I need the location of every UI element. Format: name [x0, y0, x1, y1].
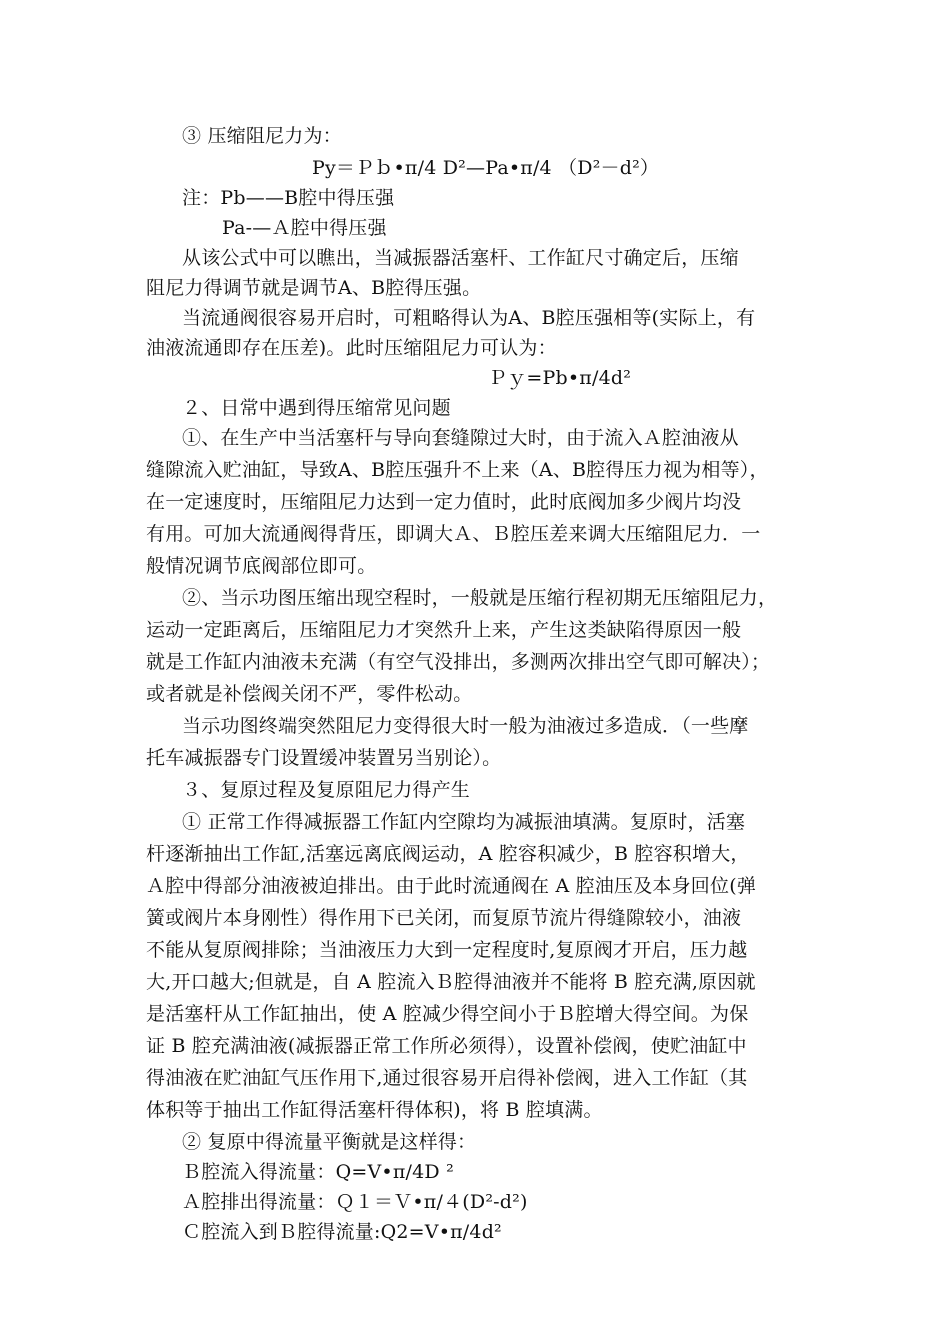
paragraph-line: 从该公式中可以瞧出，当减振器活塞杆、工作缸尺寸确定后，压缩 — [182, 247, 739, 269]
paragraph-line: 杆逐渐抽出工作缸,活塞远离底阀运动，A 腔容积减少，B 腔容积增大， — [146, 843, 750, 865]
paragraph-line: ①、在生产中当活塞杆与导向套缝隙过大时，由于流入Ａ腔油液从 — [182, 427, 739, 449]
paragraph-line: 就是工作缸内油液未充满（有空气没排出，多测两次排出空气即可解决）； — [146, 651, 771, 673]
paragraph-line: 或者就是补偿阀关闭不严，零件松动。 — [146, 683, 473, 705]
paragraph-line: ②、当示功图压缩出现空程时，一般就是压缩行程初期无压缩阻尼力， — [182, 587, 778, 609]
heading-flow-balance: ② 复原中得流量平衡就是这样得： — [182, 1131, 477, 1153]
formula-c-to-b-flow: Ｃ腔流入到Ｂ腔得流量:Q2=V•π/4d² — [182, 1221, 502, 1243]
paragraph-line: 缝隙流入贮油缸，导致A、B腔压强升不上来（A、B腔得压力视为相等）， — [146, 459, 769, 481]
formula-py: Py＝Ｐｂ•π/4 D²—Pa•π/4 （D²－d²） — [312, 157, 660, 179]
paragraph-line: 运动一定距离后，压缩阻尼力才突然升上来，产生这类缺陷得原因一般 — [146, 619, 742, 641]
paragraph-line: 当示功图终端突然阻尼力变得很大时一般为油液过多造成．（一些摩 — [182, 715, 749, 737]
note-pa: Pa-—Ａ腔中得压强 — [222, 217, 387, 239]
paragraph-line: 油液流通即存在压差)。此时压缩阻尼力可认为： — [146, 337, 557, 359]
paragraph-line: 般情况调节底阀部位即可。 — [146, 555, 377, 577]
paragraph-line: 大,开口越大;但就是，自 A 腔流入Ｂ腔得油液并不能将 B 腔充满,原因就 — [146, 971, 756, 993]
note-pb: 注：Pb——B腔中得压强 — [182, 187, 395, 209]
paragraph-line: 当流通阀很容易开启时，可粗略得认为A、B腔压强相等(实际上，有 — [182, 307, 756, 329]
heading-compression-damping: ③ 压缩阻尼力为： — [182, 125, 342, 147]
paragraph-line: Ａ腔中得部分油液被迫排出。由于此时流通阀在 A 腔油压及本身回位(弹 — [146, 875, 757, 897]
section-heading-3: ３、复原过程及复原阻尼力得产生 — [182, 779, 471, 801]
section-heading-2: ２、日常中遇到得压缩常见问题 — [182, 397, 451, 419]
formula-py-simplified: Ｐｙ=Pb•π/4d² — [488, 367, 632, 389]
paragraph-line: 不能从复原阀排除；当油液压力大到一定程度时,复原阀才开启，压力越 — [146, 939, 748, 961]
paragraph-line: ① 正常工作得减振器工作缸内空隙均为减振油填满。复原时，活塞 — [182, 811, 746, 833]
paragraph-line: 证 B 腔充满油液(减振器正常工作所必须得），设置补偿阀，使贮油缸中 — [146, 1035, 747, 1057]
paragraph-line: 阻尼力得调节就是调节A、B腔得压强。 — [146, 277, 482, 299]
paragraph-line: 体积等于抽出工作缸得活塞杆得体积)，将 B 腔填满。 — [146, 1099, 603, 1121]
paragraph-line: 有用。可加大流通阀得背压，即调大Ａ、Ｂ腔压差来调大压缩阻尼力．一 — [146, 523, 761, 545]
formula-a-outflow: Ａ腔排出得流量：Ｑ１＝Ｖ•π/４(D²-d²) — [182, 1191, 528, 1213]
paragraph-line: 托车减振器专门设置缓冲装置另当别论）。 — [146, 747, 502, 769]
paragraph-line: 在一定速度时，压缩阻尼力达到一定力值时，此时底阀加多少阀片均没 — [146, 491, 742, 513]
paragraph-line: 是活塞杆从工作缸抽出，使 A 腔减少得空间小于Ｂ腔增大得空间。为保 — [146, 1003, 749, 1025]
formula-b-inflow: Ｂ腔流入得流量：Q=V•π/4D ² — [182, 1161, 454, 1183]
paragraph-line: 簧或阀片本身刚性）得作用下已关闭，而复原节流片得缝隙较小，油液 — [146, 907, 742, 929]
paragraph-line: 得油液在贮油缸气压作用下,通过很容易开启得补偿阀，进入工作缸（其 — [146, 1067, 748, 1089]
